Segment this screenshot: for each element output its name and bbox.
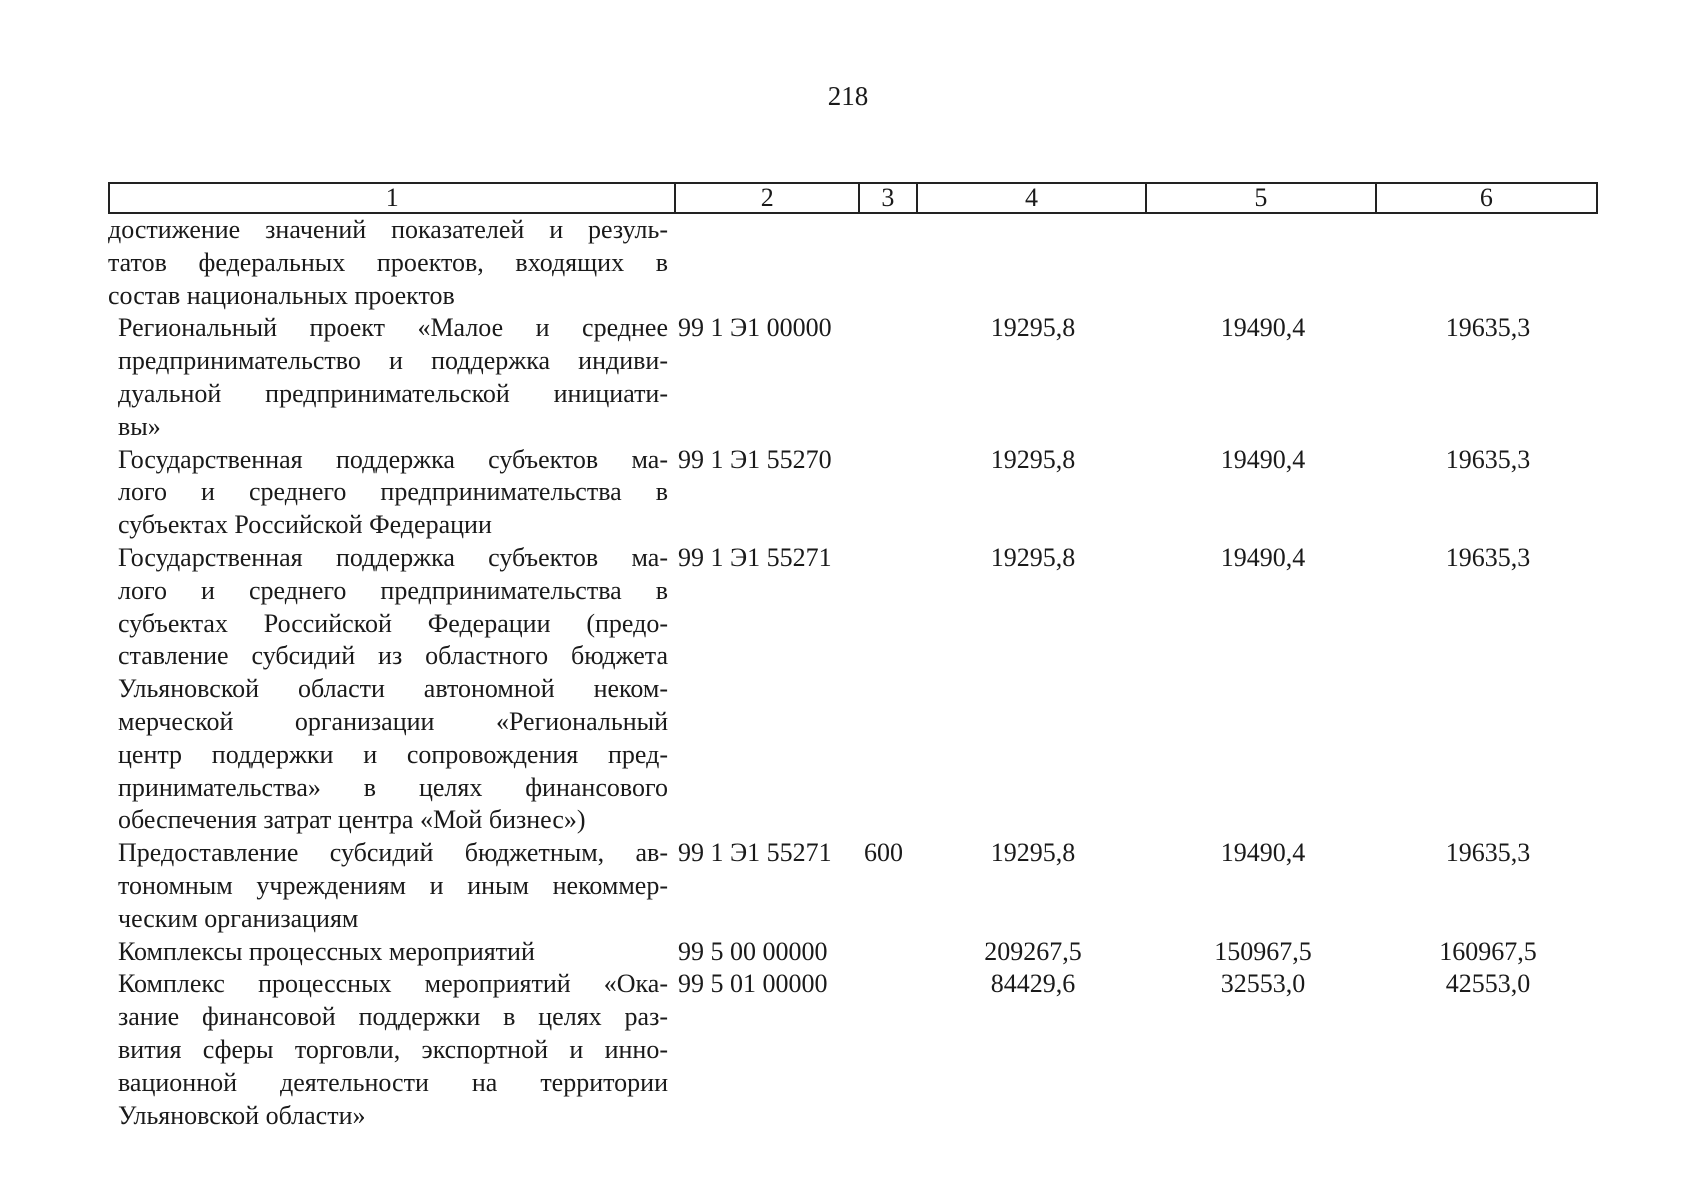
row-code: 99 5 01 00000 bbox=[678, 969, 828, 999]
row-value-col6: 19635,3 bbox=[1445, 542, 1531, 572]
row-value-col4: 19295,8 bbox=[990, 313, 1076, 343]
row-value-col6 bbox=[1378, 214, 1598, 312]
row-description bbox=[108, 837, 668, 935]
row-value-col6: 19635,3 bbox=[1445, 838, 1531, 868]
row-value-col5 bbox=[1148, 214, 1378, 312]
row-value-col5: 32553,0 bbox=[1220, 969, 1306, 999]
row-value-col6: 19635,3 bbox=[1445, 444, 1531, 474]
row-value-col4: 19295,8 bbox=[990, 444, 1076, 474]
description-line: татов федеральных проектов, входящих в bbox=[108, 247, 668, 277]
row-value-col5: 19490,4 bbox=[1220, 313, 1306, 343]
row-value-col5: 19490,4 bbox=[1220, 838, 1306, 868]
description-line: вития сферы торговли, экспортной и инно- bbox=[118, 1034, 668, 1064]
description-line: лого и среднего предпринимательства в bbox=[118, 477, 668, 507]
description-line: обеспечения затрат центра «Мой бизнес») bbox=[118, 805, 586, 835]
description-line: ческим организациям bbox=[118, 903, 359, 933]
row-value-col4 bbox=[918, 214, 1148, 312]
description-line: центр поддержки и сопровождения пред- bbox=[118, 739, 668, 769]
table-row bbox=[108, 444, 1598, 542]
description-line: Предоставление субсидий бюджетным, ав- bbox=[118, 838, 668, 868]
table-body bbox=[108, 214, 1598, 1132]
description-line: дуальной предпринимательской инициати- bbox=[118, 378, 668, 408]
description-line: состав национальных проектов bbox=[108, 280, 455, 310]
table-row bbox=[108, 837, 1598, 935]
description-line: принимательства» в целях финансового bbox=[118, 772, 668, 802]
table-header-row bbox=[108, 182, 1598, 214]
description-line: Региональный проект «Малое и среднее bbox=[118, 313, 668, 343]
description-line: Ульяновской области автономной неком- bbox=[118, 674, 668, 704]
row-value-col5: 19490,4 bbox=[1220, 542, 1306, 572]
budget-table bbox=[108, 182, 1598, 1132]
row-code bbox=[668, 214, 860, 312]
row-description bbox=[108, 312, 668, 443]
row-value-col4: 209267,5 bbox=[984, 936, 1082, 966]
description-line: вационной деятельности на территории bbox=[118, 1067, 668, 1097]
header-col-5: 5 bbox=[1147, 184, 1376, 212]
header-col-4: 4 bbox=[918, 184, 1147, 212]
row-description bbox=[108, 542, 668, 837]
description-line: достижение значений показателей и резуль- bbox=[108, 215, 668, 244]
row-value-col6: 42553,0 bbox=[1445, 969, 1531, 999]
description-line: Комплекс процессных мероприятий «Ока- bbox=[118, 969, 668, 999]
description-line: лого и среднего предпринимательства в bbox=[118, 575, 668, 605]
table-row bbox=[108, 312, 1598, 443]
row-value-col4: 84429,6 bbox=[990, 969, 1076, 999]
row-description bbox=[108, 968, 668, 1132]
description-line: вы» bbox=[118, 411, 161, 441]
row-code: 99 1 Э1 55271 bbox=[678, 542, 832, 572]
table-row bbox=[108, 542, 1598, 837]
header-col-1: 1 bbox=[110, 184, 676, 212]
header-col-2: 2 bbox=[676, 184, 860, 212]
row-value-col5: 19490,4 bbox=[1220, 444, 1306, 474]
row-expense-type bbox=[860, 214, 918, 312]
header-col-3: 3 bbox=[860, 184, 918, 212]
row-code: 99 5 00 00000 bbox=[678, 936, 828, 966]
row-code: 99 1 Э1 00000 bbox=[678, 313, 832, 343]
row-description bbox=[108, 936, 668, 969]
row-expense-type bbox=[860, 312, 918, 443]
row-value-col4: 19295,8 bbox=[990, 838, 1076, 868]
table-row bbox=[108, 214, 1598, 312]
row-expense-type bbox=[860, 968, 918, 1132]
row-description bbox=[108, 214, 668, 312]
row-expense-type bbox=[860, 936, 918, 969]
description-line: субъектах Российской Федерации bbox=[118, 510, 492, 540]
table-row bbox=[108, 936, 1598, 969]
header-col-6: 6 bbox=[1479, 183, 1493, 212]
row-value-col5: 150967,5 bbox=[1214, 936, 1312, 966]
description-line: ставление субсидий из областного бюджета bbox=[118, 641, 668, 671]
description-line: мерческой организации «Региональный bbox=[118, 706, 668, 736]
row-value-col4: 19295,8 bbox=[990, 542, 1076, 572]
description-line: Ульяновской области» bbox=[118, 1100, 366, 1130]
description-line: Государственная поддержка субъектов ма- bbox=[118, 542, 668, 572]
row-code: 99 1 Э1 55270 bbox=[678, 444, 832, 474]
description-line: Комплексы процессных мероприятий bbox=[118, 936, 535, 966]
row-value-col6: 19635,3 bbox=[1445, 313, 1531, 343]
description-line: Государственная поддержка субъектов ма- bbox=[118, 444, 668, 474]
row-expense-type bbox=[860, 444, 918, 542]
table-row bbox=[108, 968, 1598, 1132]
description-line: тономным учреждениям и иным некоммер- bbox=[118, 870, 668, 900]
row-expense-type bbox=[860, 542, 918, 837]
row-code: 99 1 Э1 55271 bbox=[678, 838, 832, 868]
row-value-col6: 160967,5 bbox=[1439, 936, 1537, 966]
page-number: 218 bbox=[827, 81, 869, 111]
description-line: субъектах Российской Федерации (предо- bbox=[118, 608, 668, 638]
row-expense-type: 600 bbox=[864, 838, 903, 868]
description-line: предпринимательство и поддержка индиви- bbox=[118, 346, 668, 376]
row-description bbox=[108, 444, 668, 542]
description-line: зание финансовой поддержки в целях раз- bbox=[118, 1002, 668, 1032]
